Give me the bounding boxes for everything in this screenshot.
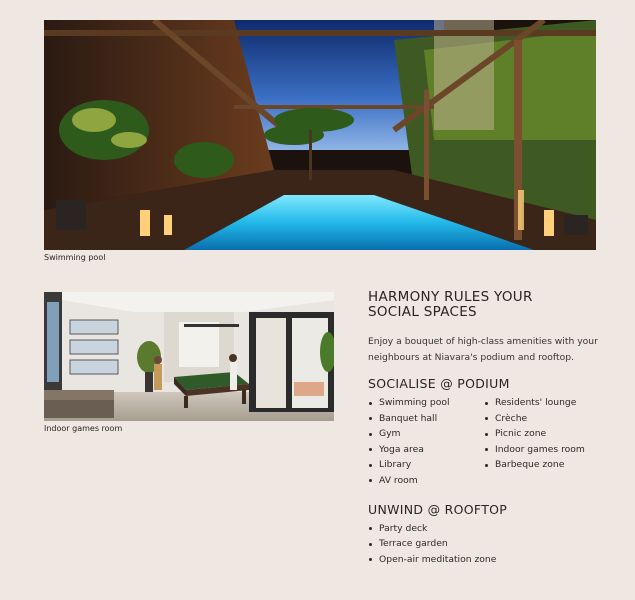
list-item: Crèche	[484, 411, 614, 427]
list-item: Banquet hall	[368, 411, 484, 427]
indoor-games-room-image	[44, 292, 334, 421]
section-title-line1: HARMONY RULES YOUR	[368, 289, 533, 305]
amenities-section	[368, 290, 618, 567]
podium-list-col2	[484, 395, 614, 489]
podium-list	[368, 391, 618, 489]
intro-paragraph: Enjoy a bouquet of high-class amenities with your neighbours at Niavara's podium and rooftop.	[368, 336, 598, 363]
section-title	[368, 290, 618, 320]
list-item: Residents' lounge	[484, 395, 614, 411]
list-item: Barbeque zone	[484, 457, 614, 473]
list-item: Swimming pool	[368, 395, 484, 411]
list-item: Library	[368, 457, 484, 473]
list-item: AV room	[368, 473, 484, 489]
rooftop-list	[368, 521, 618, 568]
list-item: Open-air meditation zone	[368, 552, 618, 568]
list-item: Yoga area	[368, 442, 484, 458]
rooftop-heading: UNWIND @ ROOFTOP	[368, 501, 508, 517]
list-item: Gym	[368, 426, 484, 442]
swimming-pool-image	[44, 20, 596, 250]
list-item: Indoor games room	[484, 442, 614, 458]
games-room-caption: Indoor games room	[44, 424, 123, 433]
podium-list-col1	[368, 395, 484, 489]
list-item: Picnic zone	[484, 426, 614, 442]
list-item: Terrace garden	[368, 536, 618, 552]
section-title-line2: SOCIAL SPACES	[368, 304, 477, 320]
podium-heading: SOCIALISE @ PODIUM	[368, 376, 510, 391]
list-item: Party deck	[368, 521, 618, 537]
pool-caption: Swimming pool	[44, 253, 106, 262]
